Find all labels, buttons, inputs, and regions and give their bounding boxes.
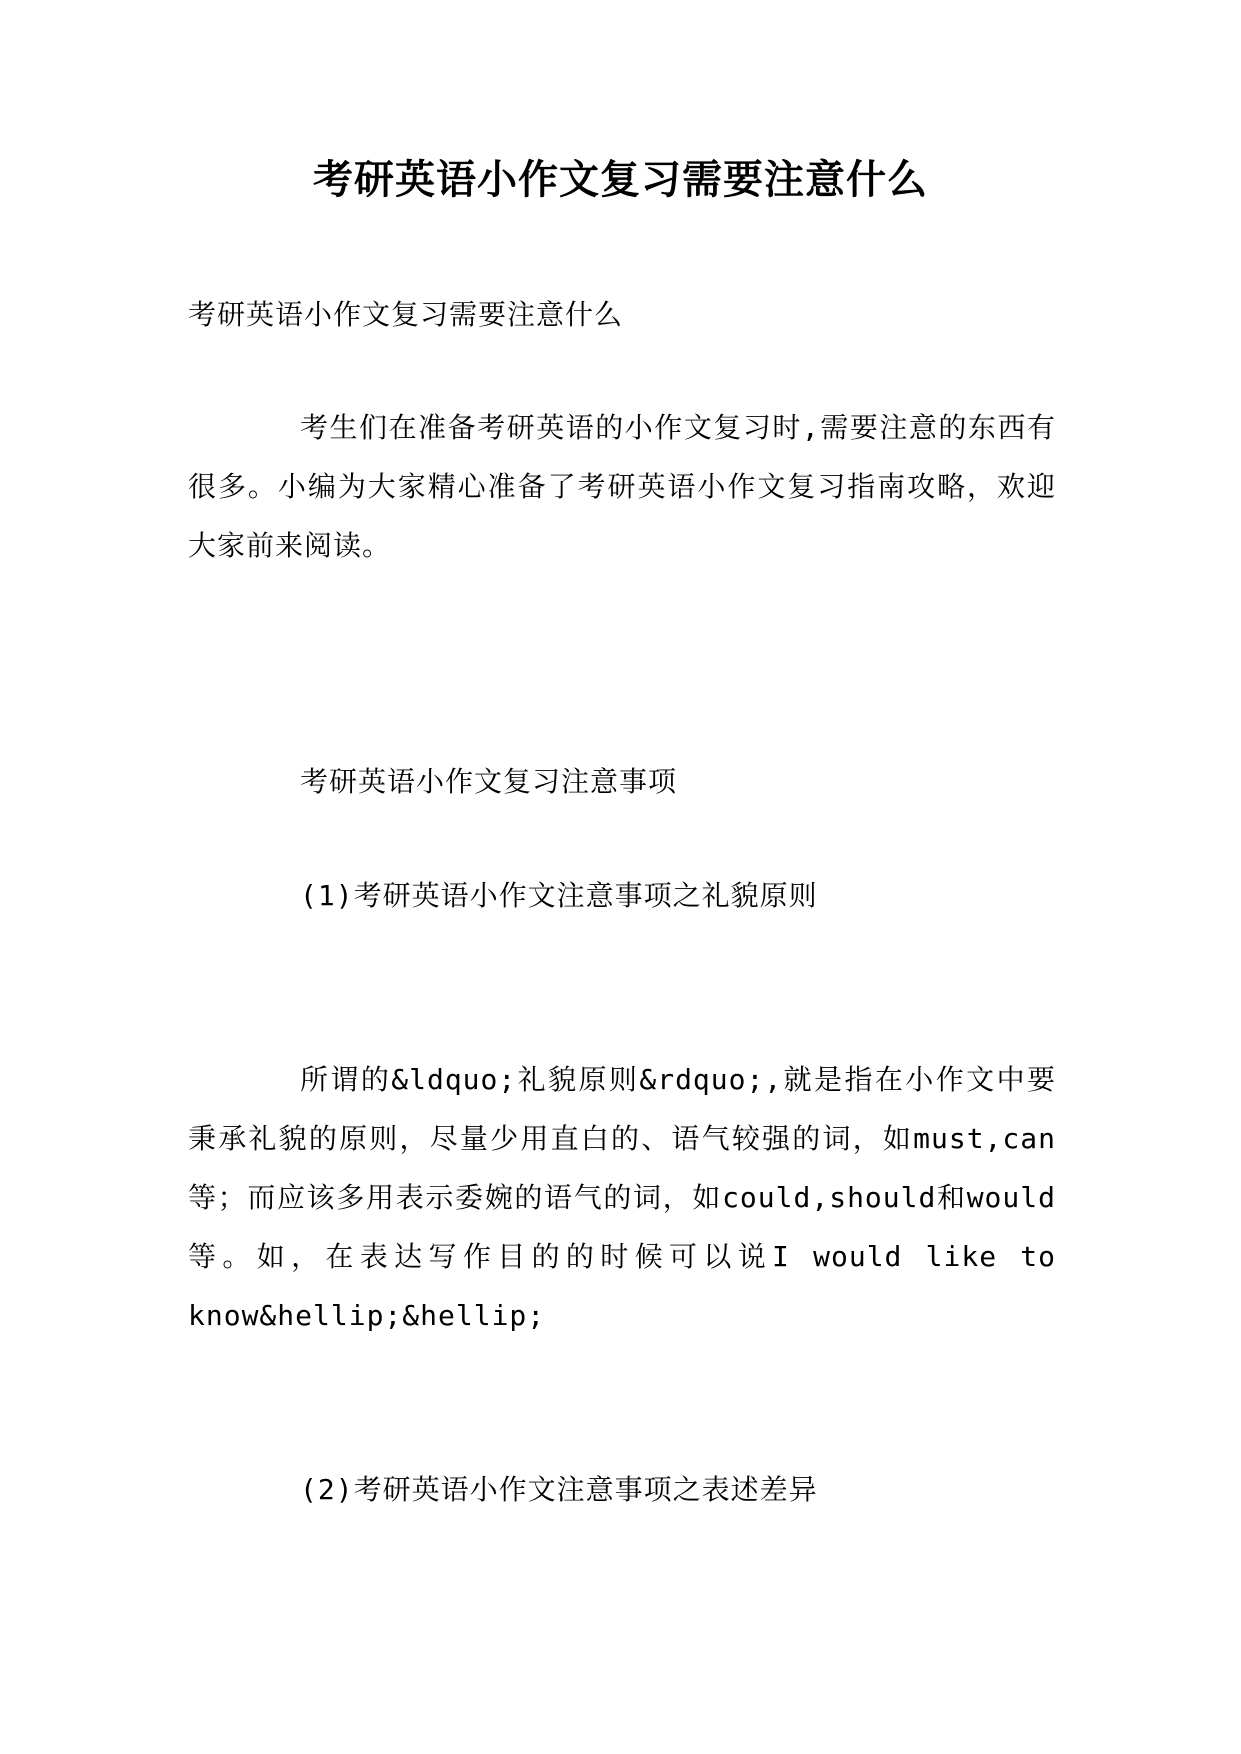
intro-paragraph: 考生们在准备考研英语的小作文复习时,需要注意的东西有很多。小编为大家精心准备了考研英语小作文复习指南攻略，欢迎大家前来阅读。 — [188, 411, 1056, 562]
point-2-heading: (2)考研英语小作文注意事项之表述差异 — [300, 1473, 818, 1506]
point-1-heading: (1)考研英语小作文注意事项之礼貌原则 — [300, 879, 818, 912]
point-1-body: 所谓的&ldquo;礼貌原则&rdquo;,就是指在小作文中要秉承礼貌的原则，尽量少用直白的、语气较强的词，如must,can等；而应该多用表示委婉的语气的词，如could,should和would等。如，在表达写作目的的时候可以说I would like to know&hellip;&hellip; — [188, 1063, 1056, 1332]
document-title: 考研英语小作文复习需要注意什么 — [313, 156, 928, 203]
document-subtitle: 考研英语小作文复习需要注意什么 — [188, 298, 624, 331]
section-heading: 考研英语小作文复习注意事项 — [300, 765, 678, 798]
